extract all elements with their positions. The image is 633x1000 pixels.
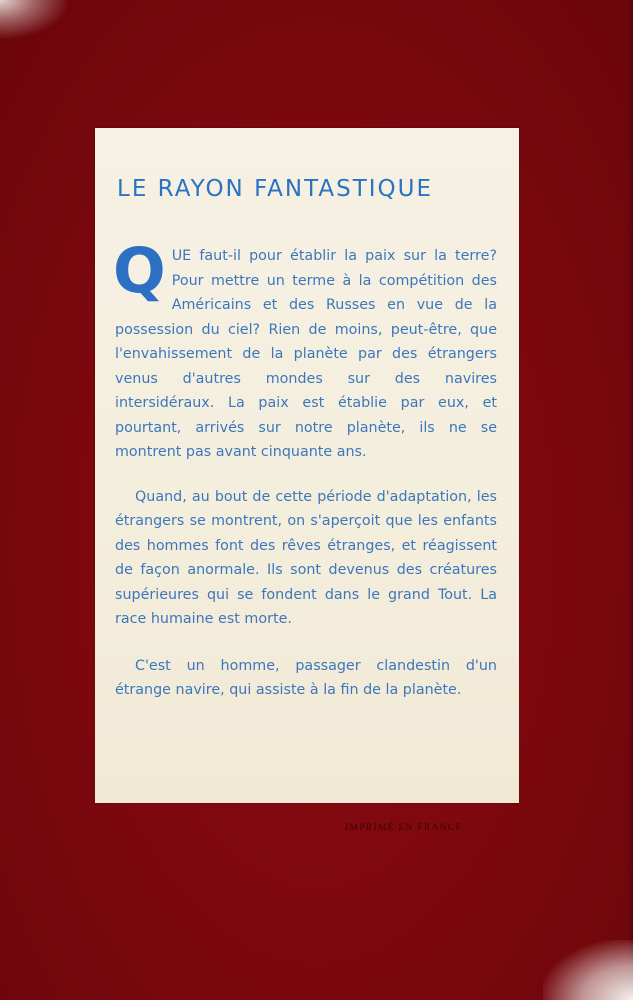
blurb-paragraph-2: Quand, au bout de cette période d'adaptation, les étrangers se montrent, on s'aperçoit que les enfants des hommes font des rêves étranges, et réagissent de façon anormale. Ils sont devenus des créatures supérieures qui se fondent dans le grand Tout. La race humaine est morte. — [115, 488, 497, 627]
paragraph-1-text: UE faut-il pour établir la paix sur la terre? Pour mettre un terme à la compétition des Américains et des Russes en vue de la possession du ciel? Rien de moins, peut-être, que l'envahissement de la planète par des étrangers venus d'autres mondes sur des navires intersidéraux. La paix est établie par eux, et pourtant, arrivés sur notre planète, ils ne se montrent pas avant cinquante ans. — [115, 248, 497, 460]
blurb-paragraph-3: C'est un homme, passager clandestin d'un étrange navire, qui assiste à la fin de la planète. — [115, 657, 497, 698]
blurb-label — [95, 128, 519, 803]
corner-wear — [0, 0, 70, 40]
blurb-text — [113, 234, 497, 725]
imprint-notice: IMPRIMÉ EN FRANCE — [345, 823, 463, 833]
spine-edge-shadow — [627, 0, 633, 1000]
corner-wear-bottom — [543, 940, 633, 1000]
blurb-paragraph-1 — [113, 234, 497, 465]
series-title: LE RAYON FANTASTIQUE — [117, 176, 434, 202]
drop-cap: Q — [113, 234, 166, 307]
